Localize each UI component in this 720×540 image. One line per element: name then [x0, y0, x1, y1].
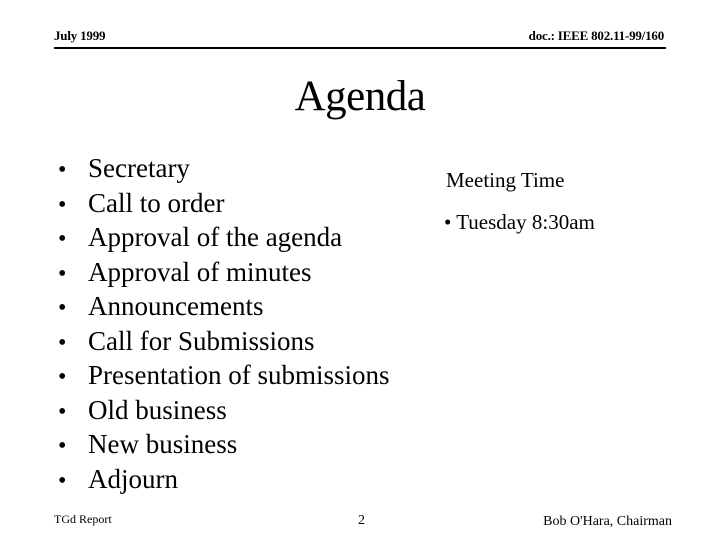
bullet-icon: •: [58, 295, 67, 321]
footer-author: Bob O'Hara, Chairman: [543, 514, 672, 529]
agenda-item-label: Approval of the agenda: [88, 222, 343, 252]
bullet-icon: •: [58, 191, 67, 218]
bullet-icon: •: [58, 398, 67, 425]
footer-report-label: TGd Report: [54, 512, 112, 526]
agenda-list: [58, 153, 390, 498]
agenda-item: [58, 360, 390, 395]
bullet-icon: •: [58, 364, 67, 390]
agenda-item-label: Adjourn: [88, 463, 178, 494]
agenda-item-label: New business: [88, 429, 238, 459]
header-date: July 1999: [54, 28, 106, 43]
header-doc-id: doc.: IEEE 802.11-99/160: [528, 28, 664, 43]
agenda-item-label: Announcements: [88, 291, 264, 321]
bullet-icon: •: [58, 329, 67, 356]
bullet-icon: •: [58, 260, 67, 287]
agenda-item-label: Approval of minutes: [88, 256, 312, 287]
agenda-item: [58, 188, 390, 223]
agenda-item-label: Old business: [88, 394, 227, 425]
page-number: 2: [358, 513, 365, 528]
agenda-item-label: Presentation of submissions: [88, 360, 390, 390]
agenda-item: [58, 153, 390, 188]
agenda-item: [58, 464, 390, 499]
agenda-item-label: Secretary: [88, 153, 190, 183]
bullet-icon: •: [58, 157, 67, 183]
agenda-item-label: Call for Submissions: [88, 325, 315, 356]
agenda-item: [58, 395, 390, 430]
agenda-item-label: Call to order: [88, 187, 225, 218]
agenda-item: [58, 326, 390, 361]
agenda-item: [58, 429, 390, 464]
meeting-time-note: [444, 168, 595, 234]
meeting-time-value: • Tuesday 8:30am: [444, 210, 595, 234]
agenda-item: [58, 257, 390, 292]
slide-title: Agenda: [294, 73, 426, 120]
agenda-item: [58, 222, 390, 257]
bullet-icon: •: [58, 467, 67, 494]
bullet-icon: •: [58, 226, 67, 252]
header-divider: [54, 47, 666, 49]
agenda-item: [58, 291, 390, 326]
bullet-icon: •: [58, 433, 67, 459]
meeting-time-heading: Meeting Time: [446, 168, 565, 192]
